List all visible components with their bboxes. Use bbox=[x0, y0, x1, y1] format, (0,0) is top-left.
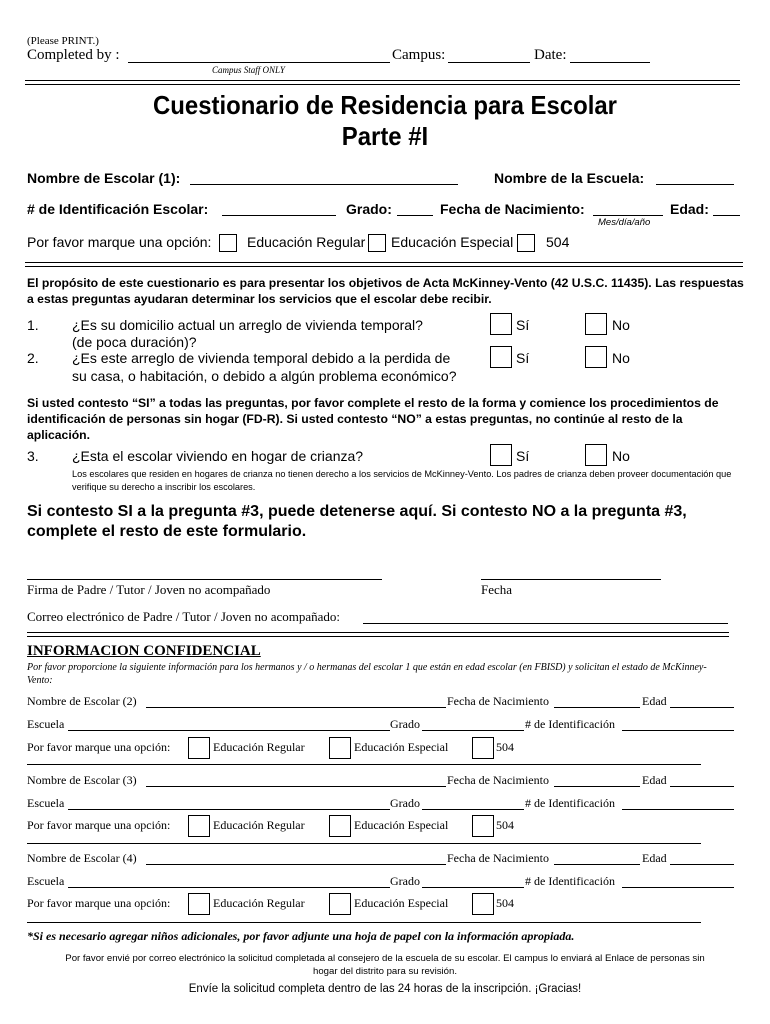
sibling-school-field[interactable] bbox=[68, 809, 390, 810]
signature-label: Firma de Padre / Tutor / Joven no acompañado bbox=[27, 582, 271, 597]
sibling-regular-checkbox[interactable] bbox=[188, 737, 210, 759]
sibling-grade-label: Grado bbox=[390, 717, 420, 731]
question-1-yes-label: Sí bbox=[516, 317, 530, 333]
sibling-dob-field[interactable] bbox=[554, 864, 640, 865]
question-2-yes-label: Sí bbox=[516, 350, 530, 366]
option-prompt: Por favor marque una opción: bbox=[27, 234, 212, 250]
question-2-no-checkbox[interactable] bbox=[585, 346, 607, 368]
email-instructions-line-1: Por favor envié por correo electrónico la solicitud completada al consejero de la escuela de su escolar. El campus lo enviará al Enlace de personas sin bbox=[65, 953, 705, 964]
sibling-school-field[interactable] bbox=[68, 730, 390, 731]
sibling-name-field[interactable] bbox=[146, 864, 446, 865]
regular-education-label: Educación Regular bbox=[247, 234, 366, 250]
sibling-grade-field[interactable] bbox=[422, 809, 524, 810]
sibling-dob-label: Fecha de Nacimiento bbox=[447, 851, 549, 865]
dob-label: Fecha de Nacimiento: bbox=[440, 201, 585, 217]
student-id-label: # de Identificación Escolar: bbox=[27, 201, 209, 217]
signature-date-field[interactable] bbox=[481, 579, 661, 580]
student-name-field[interactable] bbox=[190, 184, 458, 185]
sibling-id-field[interactable] bbox=[622, 887, 734, 888]
sibling-grade-label: Grado bbox=[390, 874, 420, 888]
question-1-no-label: No bbox=[612, 317, 630, 333]
signature-field[interactable] bbox=[27, 579, 382, 580]
stop-note-line-2: complete el resto de este formulario. bbox=[27, 523, 307, 540]
special-education-checkbox[interactable] bbox=[368, 234, 386, 252]
sibling-id-field[interactable] bbox=[622, 809, 734, 810]
age-label: Edad: bbox=[670, 201, 709, 217]
sibling-regular-checkbox[interactable] bbox=[188, 893, 210, 915]
question-1-yes-checkbox[interactable] bbox=[490, 313, 512, 335]
sibling-regular-checkbox[interactable] bbox=[188, 815, 210, 837]
sibling-504-checkbox[interactable] bbox=[472, 893, 494, 915]
sibling-regular-label: Educación Regular bbox=[213, 896, 305, 910]
sibling-504-label: 504 bbox=[496, 740, 514, 754]
student-id-field[interactable] bbox=[222, 215, 336, 216]
sibling-age-field[interactable] bbox=[670, 707, 734, 708]
email-label: Correo electrónico de Padre / Tutor / Joven no acompañado: bbox=[27, 609, 341, 624]
student-name-label: Nombre de Escolar (1): bbox=[27, 170, 181, 186]
sibling-special-label: Educación Especial bbox=[354, 740, 449, 754]
grade-field[interactable] bbox=[397, 215, 433, 216]
sibling-divider bbox=[27, 843, 701, 844]
question-2-text: ¿Es este arreglo de vivienda temporal debido a la perdida de bbox=[72, 350, 451, 366]
sibling-option-prompt: Por favor marque una opción: bbox=[27, 740, 171, 754]
please-print-note: (Please PRINT.) bbox=[27, 35, 99, 47]
date-format-hint: Mes/día/año bbox=[598, 217, 651, 228]
sibling-name-field[interactable] bbox=[146, 707, 446, 708]
confidential-divider bbox=[27, 632, 729, 637]
section-504-label: 504 bbox=[546, 234, 570, 250]
age-field[interactable] bbox=[713, 215, 740, 216]
purpose-paragraph: El propósito de este cuestionario es para presentar los objetivos de Acta McKinney-Vento (42 U.S.C. 11435). Las respuestas a estas preguntas ayudaran determinar los servicios que el escolar debe recibir. bbox=[27, 276, 744, 306]
sibling-name-label: Nombre de Escolar (2) bbox=[27, 694, 137, 708]
question-number: 2. bbox=[27, 350, 39, 366]
section-divider-2 bbox=[25, 266, 743, 267]
sibling-school-label: Escuela bbox=[27, 796, 65, 810]
question-3-text: ¿Esta el escolar viviendo en hogar de crianza? bbox=[72, 448, 364, 464]
special-education-label: Educación Especial bbox=[391, 234, 514, 250]
question-number: 1. bbox=[27, 317, 39, 333]
question-1-text-cont: (de poca duración)? bbox=[72, 334, 197, 350]
sibling-name-field[interactable] bbox=[146, 786, 446, 787]
question-3-no-label: No bbox=[612, 448, 630, 464]
sibling-option-prompt: Por favor marque una opción: bbox=[27, 896, 171, 910]
question-3-no-checkbox[interactable] bbox=[585, 444, 607, 466]
sibling-dob-label: Fecha de Nacimiento bbox=[447, 773, 549, 787]
school-name-field[interactable] bbox=[656, 184, 734, 185]
sibling-age-field[interactable] bbox=[670, 864, 734, 865]
question-2-text-cont: su casa, o habitación, o debido a algún problema económico? bbox=[72, 368, 457, 384]
sibling-special-checkbox[interactable] bbox=[329, 815, 351, 837]
confidential-intro: Por favor proporcione la siguiente información para los hermanos y / o hermanas del escolar 1 que están en edad escolar (en FBISD) y solicitan el estado de McKinney-Vento: bbox=[27, 662, 707, 686]
submission-thanks: Envíe la solicitud completa dentro de las 24 horas de la inscripción. ¡Gracias! bbox=[188, 983, 582, 995]
school-name-label: Nombre de la Escuela: bbox=[494, 170, 645, 186]
sibling-regular-label: Educación Regular bbox=[213, 740, 305, 754]
question-3-yes-checkbox[interactable] bbox=[490, 444, 512, 466]
sibling-id-label: # de Identificación bbox=[525, 796, 615, 810]
sibling-grade-field[interactable] bbox=[422, 730, 524, 731]
sibling-school-field[interactable] bbox=[68, 887, 390, 888]
campus-staff-only-note: Campus Staff ONLY bbox=[212, 65, 285, 75]
foster-care-note: Los escolares que residen en hogares de crianza no tienen derecho a los servicios de McKinney-Vento. Los padres de crianza deben proveer documentación que verifique su derecho a inscribir los escolares. bbox=[72, 469, 732, 492]
sibling-grade-field[interactable] bbox=[422, 887, 524, 888]
sibling-age-label: Edad bbox=[642, 851, 667, 865]
campus-label: Campus: bbox=[392, 47, 446, 63]
sibling-age-label: Edad bbox=[642, 694, 667, 708]
header-divider-2 bbox=[25, 84, 740, 85]
question-2-no-label: No bbox=[612, 350, 630, 366]
email-instructions-line-2: hogar del distrito para su revisión. bbox=[313, 966, 457, 977]
question-1-text: ¿Es su domicilio actual un arreglo de vivienda temporal? bbox=[72, 317, 423, 333]
signature-date-label: Fecha bbox=[481, 582, 513, 597]
question-2-yes-checkbox[interactable] bbox=[490, 346, 512, 368]
sibling-age-label: Edad bbox=[642, 773, 667, 787]
sibling-special-label: Educación Especial bbox=[354, 818, 449, 832]
regular-education-checkbox[interactable] bbox=[219, 234, 237, 252]
additional-children-note: *Si es necesario agregar niños adicionales, por favor adjunte una hoja de papel con la información apropiada. bbox=[27, 929, 575, 943]
completed-by-field[interactable] bbox=[128, 62, 390, 63]
sibling-regular-label: Educación Regular bbox=[213, 818, 305, 832]
grade-label: Grado: bbox=[346, 201, 392, 217]
sibling-school-label: Escuela bbox=[27, 874, 65, 888]
sibling-id-label: # de Identificación bbox=[525, 874, 615, 888]
sibling-id-label: # de Identificación bbox=[525, 717, 615, 731]
email-field[interactable] bbox=[363, 623, 728, 624]
sibling-name-label: Nombre de Escolar (3) bbox=[27, 773, 137, 787]
question-3-yes-label: Sí bbox=[516, 448, 530, 464]
date-field[interactable] bbox=[570, 62, 650, 63]
sibling-divider bbox=[27, 764, 701, 765]
sibling-dob-field[interactable] bbox=[554, 786, 640, 787]
sibling-504-checkbox[interactable] bbox=[472, 815, 494, 837]
sibling-id-field[interactable] bbox=[622, 730, 734, 731]
stop-note-line-1: Si contesto SI a la pregunta #3, puede detenerse aquí. Si contesto NO a la pregunta #3, bbox=[27, 503, 687, 520]
date-label: Date: bbox=[534, 47, 567, 63]
confidential-heading: INFORMACION CONFIDENCIAL bbox=[27, 643, 261, 659]
sibling-age-field[interactable] bbox=[670, 786, 734, 787]
sibling-special-checkbox[interactable] bbox=[329, 893, 351, 915]
sibling-name-label: Nombre de Escolar (4) bbox=[27, 851, 137, 865]
sibling-special-checkbox[interactable] bbox=[329, 737, 351, 759]
sibling-504-checkbox[interactable] bbox=[472, 737, 494, 759]
campus-field[interactable] bbox=[448, 62, 530, 63]
sibling-option-prompt: Por favor marque una opción: bbox=[27, 818, 171, 832]
instruction-paragraph: Si usted contesto “SI” a todas las preguntas, por favor complete el resto de la forma y comience los procedimientos de identificación de personas sin hogar (FD-R). Si usted contesto “NO” a estas preguntas, no continúe al resto de la aplicación. bbox=[27, 396, 719, 442]
sibling-504-label: 504 bbox=[496, 896, 514, 910]
form-title: Cuestionario de Residencia para Escolar bbox=[153, 90, 617, 120]
section-504-checkbox[interactable] bbox=[517, 234, 535, 252]
sibling-school-label: Escuela bbox=[27, 717, 65, 731]
dob-field[interactable] bbox=[593, 215, 663, 216]
sibling-dob-field[interactable] bbox=[554, 707, 640, 708]
form-subtitle: Parte #I bbox=[341, 121, 429, 151]
sibling-grade-label: Grado bbox=[390, 796, 420, 810]
sibling-504-label: 504 bbox=[496, 818, 514, 832]
question-1-no-checkbox[interactable] bbox=[585, 313, 607, 335]
completed-by-label: Completed by : bbox=[27, 47, 120, 63]
question-number: 3. bbox=[27, 448, 39, 464]
sibling-special-label: Educación Especial bbox=[354, 896, 449, 910]
sibling-dob-label: Fecha de Nacimiento bbox=[447, 694, 549, 708]
sibling-divider bbox=[27, 922, 701, 923]
